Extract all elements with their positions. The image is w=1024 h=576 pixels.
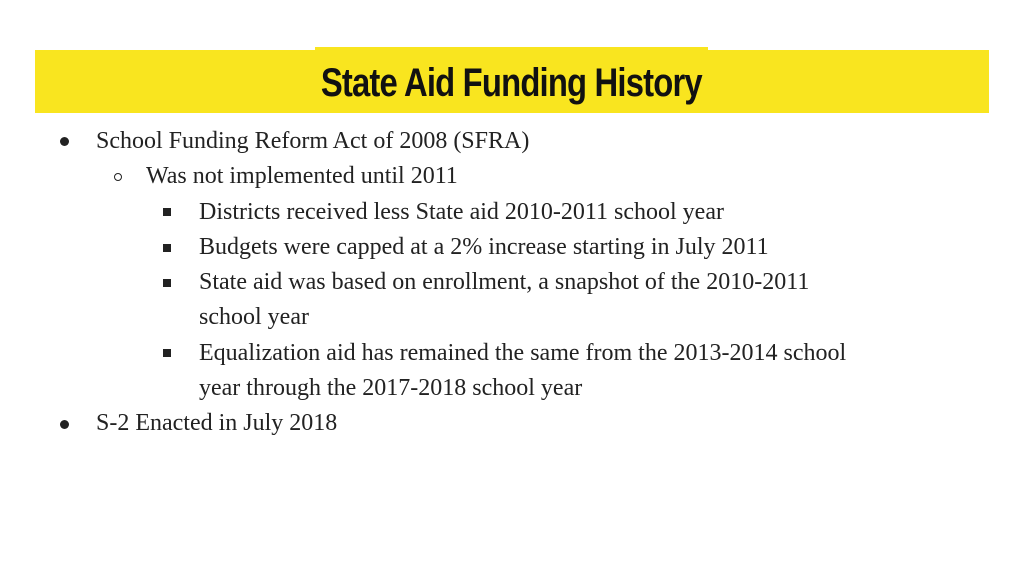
list-item	[0, 159, 1024, 194]
bullet-text-continuation: school year	[199, 304, 309, 331]
list-item-continuation	[0, 300, 1024, 335]
square-bullet-icon	[159, 336, 175, 371]
list-item-continuation	[0, 371, 1024, 406]
hollow-circle-bullet-icon	[110, 159, 126, 194]
list-item	[0, 406, 1024, 441]
bullet-text: Districts received less State aid 2010-2011 school year	[199, 198, 724, 225]
list-item	[0, 124, 1024, 159]
filled-circle-bullet-icon	[56, 406, 72, 441]
square-bullet-icon	[159, 230, 175, 265]
square-bullet-icon	[159, 265, 175, 300]
slide-title: State Aid Funding History	[321, 61, 703, 105]
bullet-text: Equalization aid has remained the same from the 2013-2014 school	[199, 339, 847, 366]
list-item	[0, 230, 1024, 265]
bullet-text: S-2 Enacted in July 2018	[96, 410, 338, 437]
bullet-text: State aid was based on enrollment, a snapshot of the 2010-2011	[199, 269, 810, 296]
bullet-text: School Funding Reform Act of 2008 (SFRA)	[96, 128, 530, 154]
title-box	[315, 47, 708, 113]
list-item	[0, 336, 1024, 371]
bullet-text: Budgets were capped at a 2% increase starting in July 2011	[199, 233, 769, 260]
bullet-text-continuation: year through the 2017-2018 school year	[199, 375, 583, 402]
bullet-list	[0, 124, 1024, 442]
bullet-text: Was not implemented until 2011	[146, 163, 458, 190]
list-item	[0, 195, 1024, 230]
filled-circle-bullet-icon	[56, 124, 72, 159]
square-bullet-icon	[159, 195, 175, 230]
list-item	[0, 265, 1024, 300]
